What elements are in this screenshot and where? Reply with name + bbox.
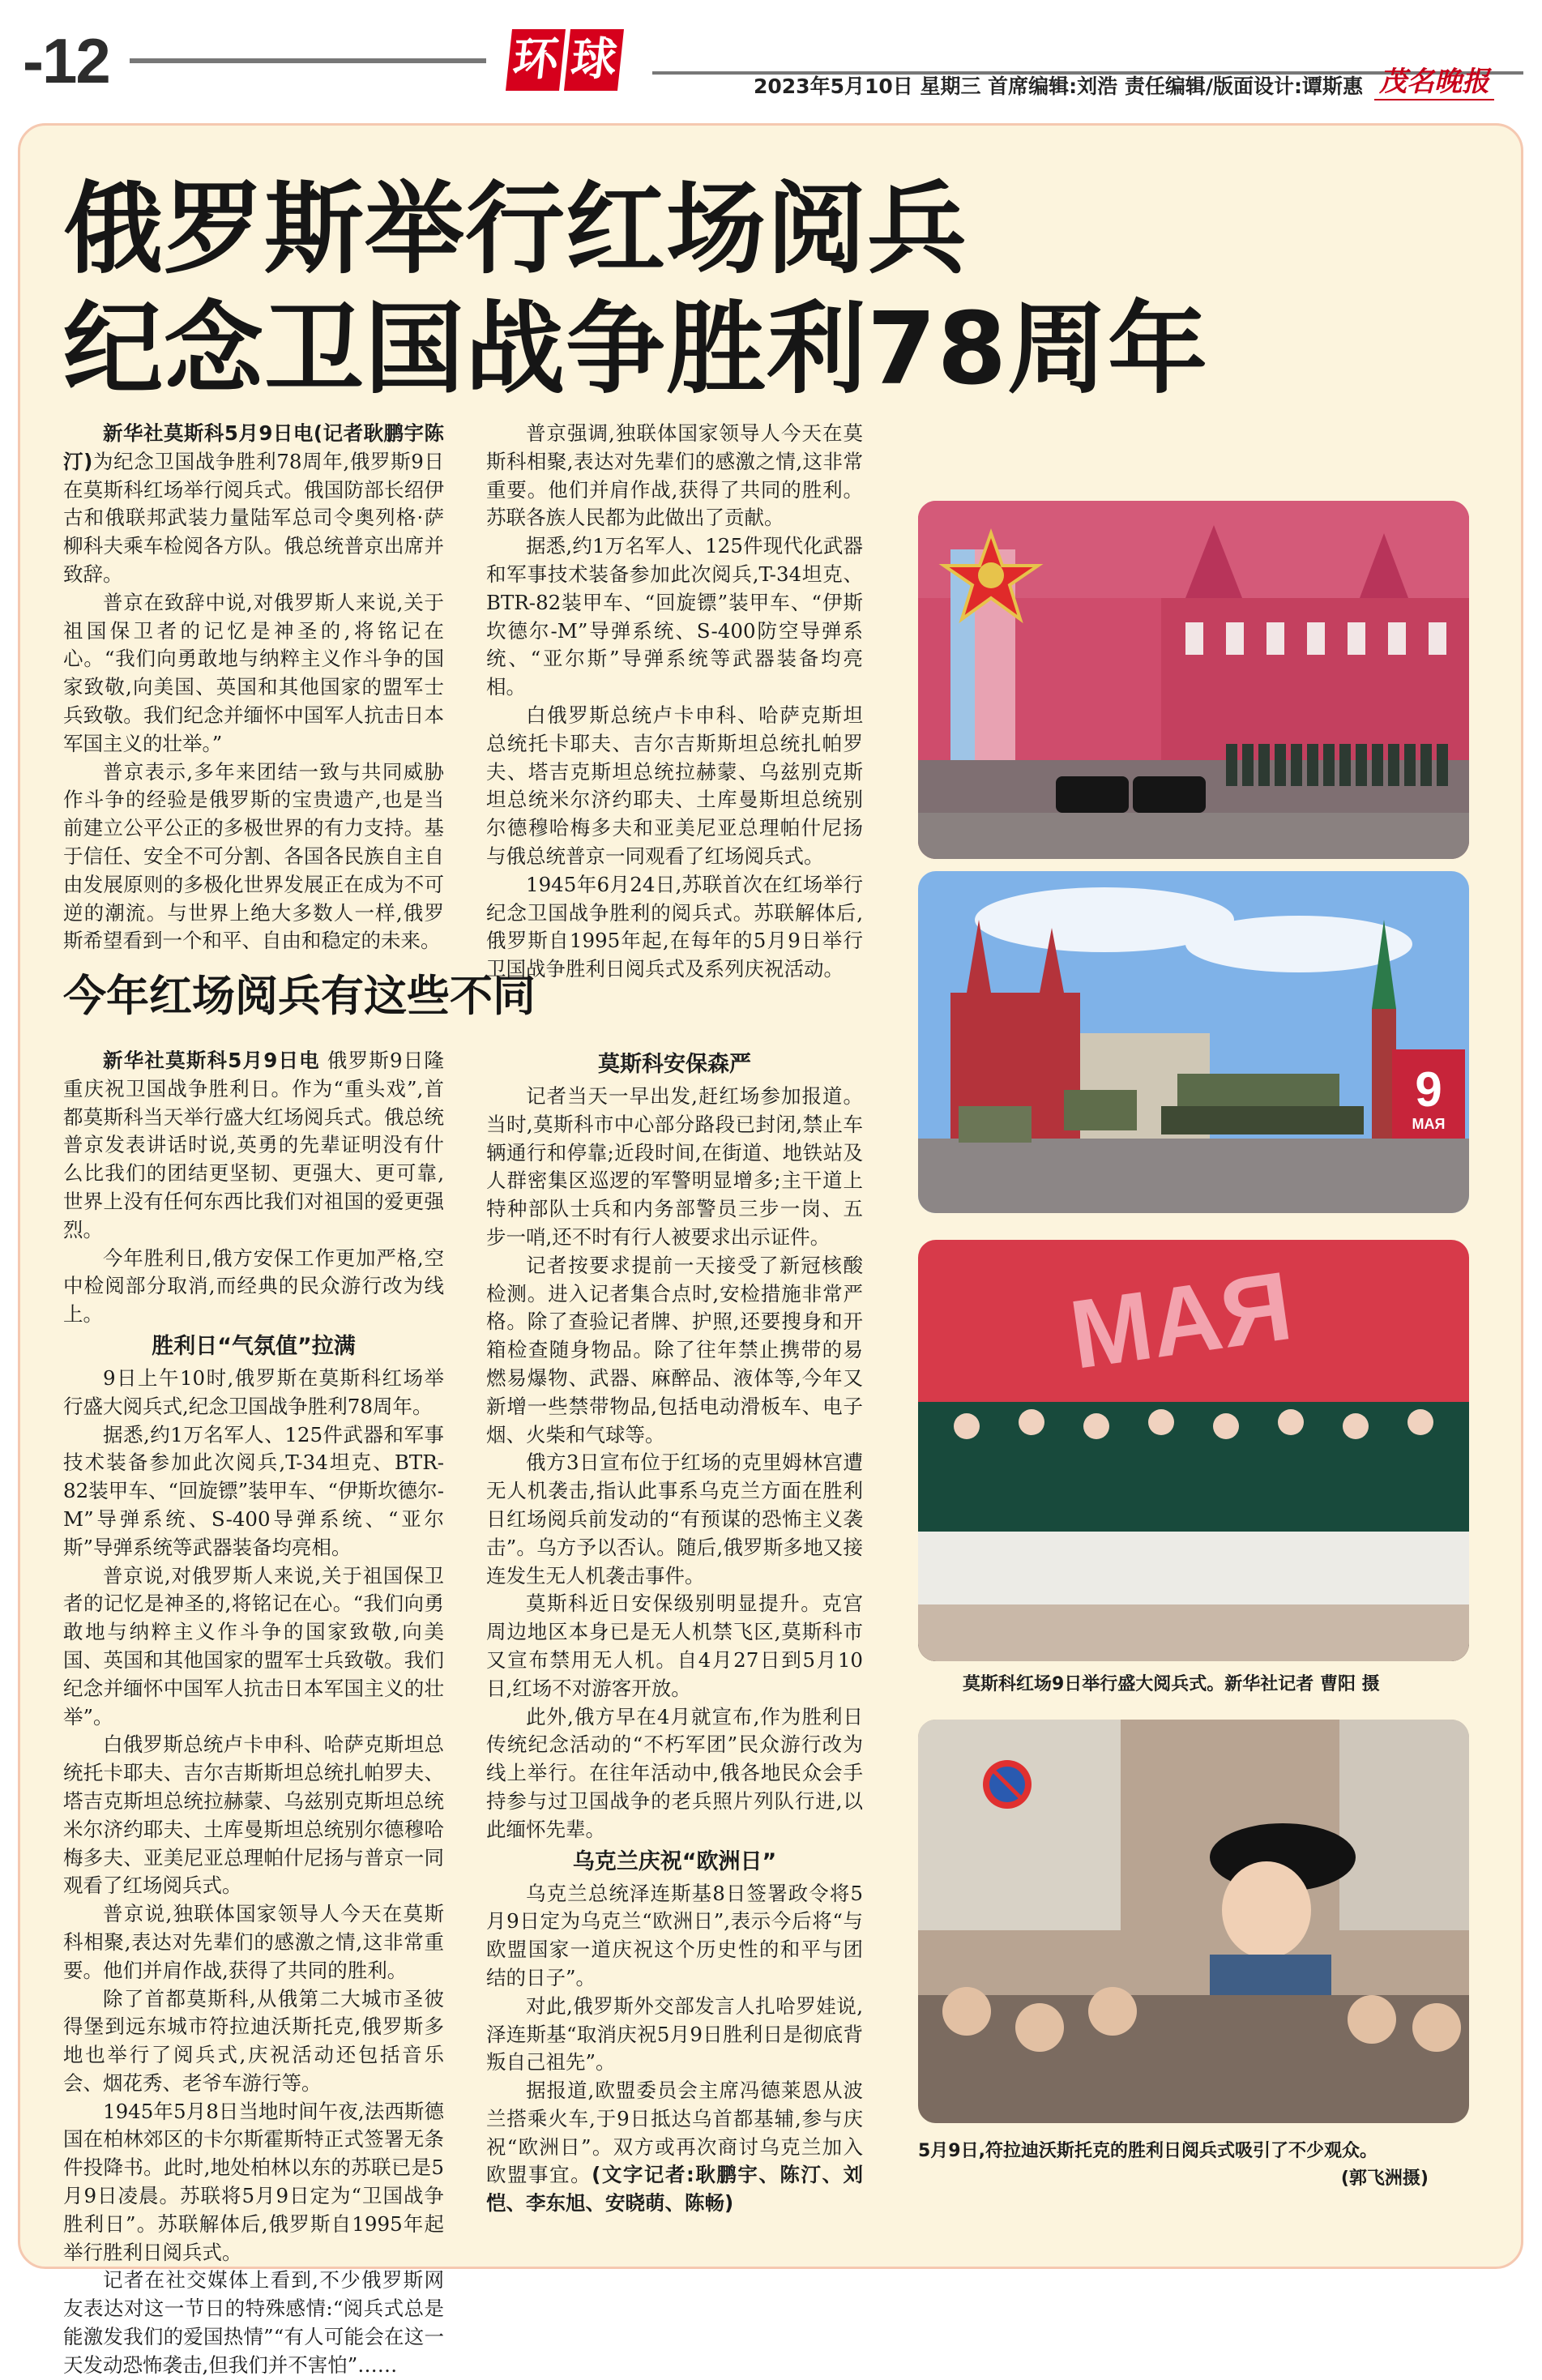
photo-caption-soldiers: 莫斯科红场9日举行盛大阅兵式。新华社记者 曹阳 摄 <box>963 1674 1380 1694</box>
dateline: 2023年5月10日 星期三 首席编辑:刘浩 责任编辑/版面设计:谭斯惠 <box>754 75 1364 98</box>
header-rule-left <box>130 58 486 63</box>
photo-crowd-boy <box>918 1720 1469 2123</box>
article2-paragraph: 白俄罗斯总统卢卡申科、哈萨克斯坦总统托卡耶夫、吉尔吉斯斯坦总统扎帕罗夫、塔吉克斯坦总统拉赫蒙、乌兹别克斯坦总统米尔济约耶夫、土库曼斯坦总统别尔德穆哈梅多夫、亚美尼亚总理帕什尼扬与普京一同观看了红场阅兵式。 <box>63 1733 444 1898</box>
article1-paragraph: 普京在致辞中说,对俄罗斯人来说,关于祖国保卫者的记忆是神圣的,将铭记在心。“我们向勇敢地与纳粹主义作斗争的国家致敬,向美国、英国和其他国家的盟军士兵致敬。我们纪念并缅怀中国军人抗击日本军国主义的壮举。” <box>63 590 444 755</box>
article2-paragraph: 记者在社交媒体上看到,不少俄罗斯网友表达对这一节日的特殊感情:“阅兵式总是能激发我们的爱国热情”“有人可能会在这一天发动恐怖袭击,但我们并不害怕”…… <box>63 2268 444 2377</box>
photo-missile-launchers <box>918 871 1469 1213</box>
article2-paragraph: 今年胜利日,俄方安保工作更加严格,空中检阅部分取消,而经典的民众游行改为线上。 <box>63 1246 444 1327</box>
article2-paragraph: 莫斯科近日安保级别明显提升。克宫周边地区本身已是无人机禁飞区,莫斯科市又宣布禁用无人机。自4月27日到5月10日,红场不对游客开放。 <box>486 1592 863 1700</box>
article2-lead-bold: 新华社莫斯科5月9日电 <box>103 1049 320 1072</box>
photo-red-square-review <box>918 501 1469 859</box>
section-title-security: 莫斯科安保森严 <box>598 1052 751 1077</box>
reporters-credit: (文字记者:耿鹏宇、陈汀、刘恺、李东旭、安晓萌、陈畅) <box>486 2163 863 2215</box>
article2-paragraph: 记者按要求提前一天接受了新冠核酸检测。进入记者集合点时,安检措施非常严格。除了查验记者牌、护照,还要搜身和开箱检查随身物品。除了往年禁止携带的易燃易爆物、武器、麻醉品、液体等,今年又新增一些禁带物品,包括电动滑板车、电子烟、火柴和气球等。 <box>486 1253 863 1446</box>
article1-paragraph: 据悉,约1万名军人、125件现代化武器和军事技术装备参加此次阅兵,T-34坦克、BTR-82装甲车、“回旋镖”装甲车、“伊斯坎德尔-M”导弹系统、S-400防空导弹系统、“亚尔斯”导弹系统等武器装备均亮相。 <box>486 534 863 699</box>
article1-lead <box>63 420 444 589</box>
section-title-atmosphere: 胜利日“气氛值”拉满 <box>152 1333 356 1359</box>
article1-paragraph: 普京表示,多年来团结一致与共同威胁作斗争的经验是俄罗斯的宝贵遗产,也是当前建立公平公正的多极世界的有力支持。基于信任、安全不可分割、各国各民族自主自由发展原则的多极化世界发展正在成为不可逆的潮流。与世界上绝大多数人一样,俄罗斯希望看到一个和平、自由和稳定的未来。 <box>63 759 444 953</box>
article2-paragraph: 9日上午10时,俄罗斯在莫斯科红场举行盛大阅兵式,纪念卫国战争胜利78周年。 <box>63 1365 444 1418</box>
headline-line-2: 纪念卫国战争胜利78周年 <box>63 292 1209 408</box>
article2-column-2 <box>486 1047 863 2218</box>
article1-column-2 <box>486 420 863 984</box>
article2-paragraph: 普京说,独联体国家领导人今天在莫斯科相聚,表达对先辈们的感激之情,这非常重要。他们并肩作战,获得了共同的胜利。 <box>63 1902 444 1982</box>
subheadline: 今年红场阅兵有这些不同 <box>63 972 536 1021</box>
banner-number: 9 <box>1415 1062 1442 1117</box>
photo-credit: (郭飞洲摄) <box>1340 2168 1429 2189</box>
article1-paragraph: 白俄罗斯总统卢卡申科、哈萨克斯坦总统托卡耶夫、吉尔吉斯斯坦总统扎帕罗夫、塔吉克斯坦总统拉赫蒙、乌兹别克斯坦总统米尔济约耶夫、土库曼斯坦总统别尔德穆哈梅多夫和亚美尼亚总理帕什尼扬与俄总统普京一同观看了红场阅兵式。 <box>486 703 863 868</box>
article1-lead-text: 为纪念卫国战争胜利78周年,俄罗斯9日在莫斯科红场举行阅兵式。俄国防部长绍伊古和俄联邦武装力量陆军总司令奥列格·萨柳科夫乘车检阅各方队。俄总统普京出席并致辞。 <box>63 449 444 586</box>
article1-lead-bold: 新华社莫斯科5月9日电(记者耿鹏宇陈汀) <box>63 421 444 473</box>
article2-paragraph: 普京说,对俄罗斯人来说,关于祖国保卫者的记忆是神圣的,将铭记在心。“我们向勇敢地与纳粹主义作斗争的国家致敬,向美国、英国和其他国家的盟军士兵致敬。我们纪念并缅怀中国军人抗击日本军国主义的壮举”。 <box>63 1563 444 1728</box>
section-title-ukraine: 乌克兰庆祝“欧洲日” <box>572 1848 777 1874</box>
page-number: -12 <box>23 25 109 96</box>
article2-paragraph: 俄方3日宣布位于红场的克里姆林宫遭无人机袭击,指认此事系乌克兰方面在胜利日红场阅兵前发动的“有预谋的恐怖主义袭击”。乌方予以否认。随后,俄罗斯多地又接连发生无人机袭击事件。 <box>486 1451 863 1587</box>
article1-paragraph: 普京强调,独联体国家领导人今天在莫斯科相聚,表达对先辈们的感激之情,这非常重要。他们并肩作战,获得了共同的胜利。苏联各族人民都为此做出了贡献。 <box>486 421 863 530</box>
newspaper-logo: 茂名晚报 <box>1374 65 1494 100</box>
section-label <box>509 29 626 94</box>
article2-paragraph: 除了首都莫斯科,从俄第二大城市圣彼得堡到远东城市符拉迪沃斯托克,俄罗斯多地也举行了阅兵式,庆祝活动还包括音乐会、烟花秀、老爷车游行等。 <box>63 1986 444 2095</box>
photo-female-soldiers <box>918 1240 1469 1661</box>
article1-column-1 <box>63 420 444 955</box>
photo-caption-crowd <box>918 2138 1485 2193</box>
headline <box>63 170 1327 410</box>
article1-paragraph: 1945年6月24日,苏联首次在红场举行纪念卫国战争胜利的阅兵式。苏联解体后,俄罗斯自1995年起,在每年的5月9日举行卫国战争胜利日阅兵式及系列庆祝活动。 <box>486 872 863 981</box>
banner-word: МАЯ <box>1412 1116 1446 1132</box>
photo-caption-text: 5月9日,符拉迪沃斯托克的胜利日阅兵式吸引了不少观众。 <box>918 2141 1378 2161</box>
article2-column-1 <box>63 1047 444 2380</box>
article2-paragraph: 对此,俄罗斯外交部发言人扎哈罗娃说,泽连斯基“取消庆祝5月9日胜利日是彻底背叛自己祖先”。 <box>486 1993 863 2074</box>
article2-paragraph-text: 据报道,欧盟委员会主席冯德莱恩从波兰搭乘火车,于9日抵达乌首都基辅,参与庆祝“欧洲日”。双方或再次商讨乌克兰加入欧盟事宜。 <box>486 2079 863 2187</box>
banner-big-word: МАЯ <box>1063 1251 1298 1390</box>
article2-paragraph: 此外,俄方早在4月就宣布,作为胜利日传统纪念活动的“不朽军团”民众游行改为线上举行。在往年活动中,俄各地民众会手持参与过卫国战争的老兵照片列队行进,以此缅怀先辈。 <box>486 1704 863 1841</box>
article2-paragraph <box>486 2077 863 2218</box>
article2-paragraph: 据悉,约1万名军人、125件武器和军事技术装备参加此次阅兵,T-34坦克、BTR-82装甲车、“回旋镖”装甲车、“伊斯坎德尔-M”导弹系统、S-400导弹系统、“亚尔斯”导弹系统等武器装备均亮相。 <box>63 1422 444 1559</box>
section-char-2: 球 <box>564 29 624 91</box>
article2-lead-text: 俄罗斯9日隆重庆祝卫国战争胜利日。作为“重头戏”,首都莫斯科当天举行盛大红场阅兵式。俄总统普京发表讲话时说,英勇的先辈证明没有什么比我们的团结更坚韧、更强大、更可靠,世界上没有任何东西比我们对祖国的爱更强烈。 <box>63 1049 445 1241</box>
article2-paragraph: 乌克兰总统泽连斯基8日签署政令将5月9日定为乌克兰“欧洲日”,表示今后将“与欧盟国家一道庆祝这个历史性的和平与团结的日子”。 <box>486 1881 863 1989</box>
article2-paragraph: 记者当天一早出发,赶红场参加报道。当时,莫斯科市中心部分路段已封闭,禁止车辆通行和停靠;近段时间,在街道、地铁站及人群密集区巡逻的军警明显增多;主干道上特种部队士兵和内务部警员三步一岗、五步一哨,还不时有行人被要求出示证件。 <box>486 1084 863 1249</box>
headline-line-1: 俄罗斯举行红场阅兵 <box>63 172 967 288</box>
article2-paragraph: 1945年5月8日当地时间午夜,法西斯德国在柏林郊区的卡尔斯霍斯特正式签署无条件投降书。此时,地处柏林以东的苏联已是5月9日凌晨。苏联将5月9日定为“卫国战争胜利日”。苏联解体后,俄罗斯自1995年起举行胜利日阅兵式。 <box>63 2099 444 2264</box>
article2-lead <box>63 1047 444 1245</box>
section-char-1: 环 <box>506 29 566 91</box>
